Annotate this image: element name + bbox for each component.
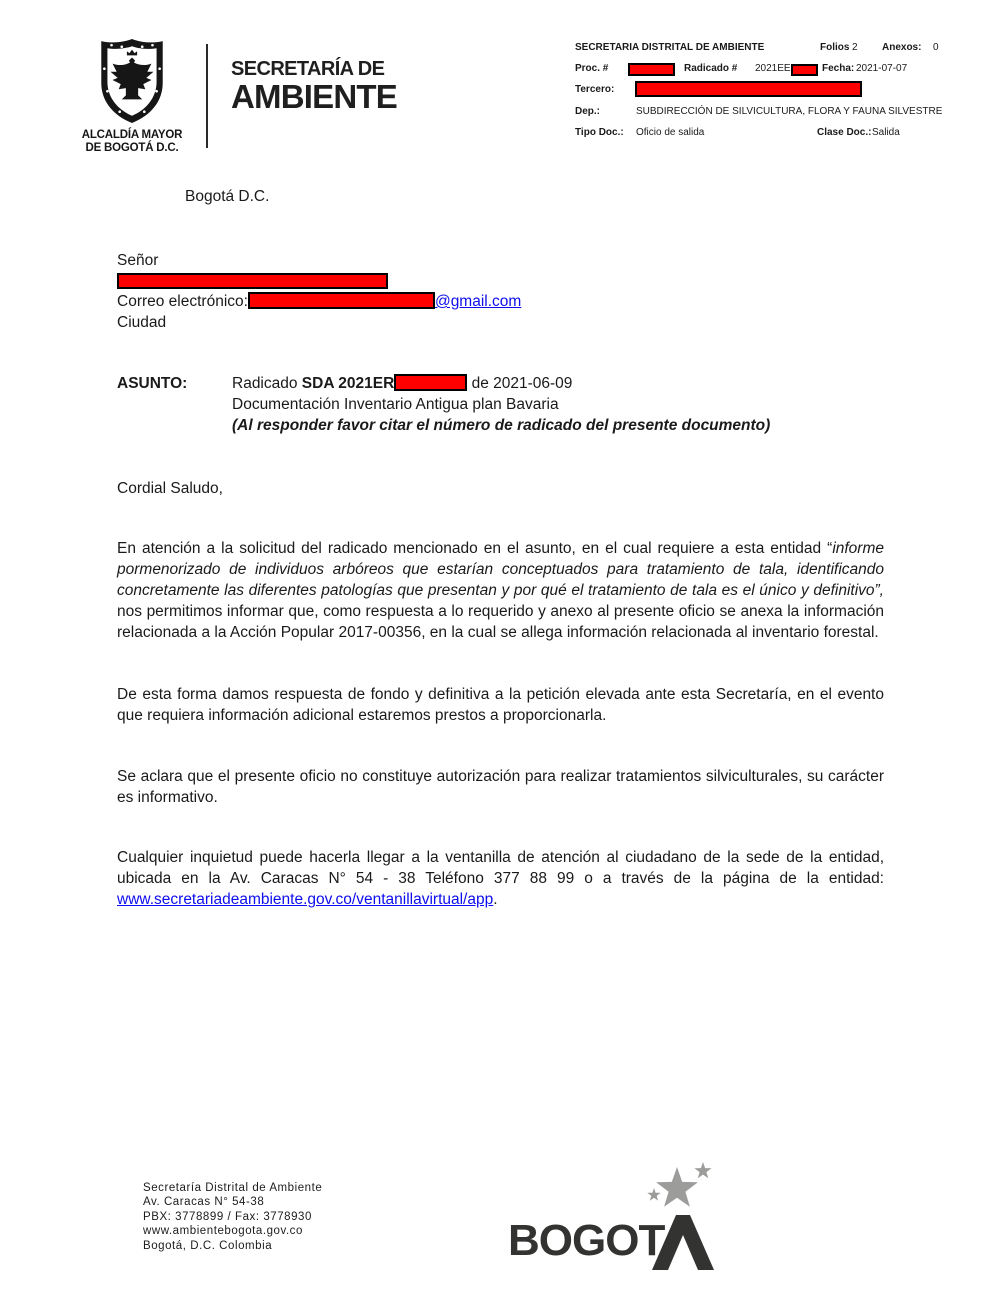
city-coat-of-arms	[72, 38, 192, 154]
subject-note: (Al responder favor citar el número de radicado del presente documento)	[232, 417, 771, 434]
redaction-box-recipient-name	[117, 273, 388, 289]
anexos-value: 0	[933, 42, 939, 53]
bogota-logo-icon	[508, 1158, 718, 1270]
fecha-value: 2021-07-07	[856, 63, 908, 74]
subject-label: ASUNTO:	[117, 375, 188, 392]
subject-line2: Documentación Inventario Antigua plan Bavaria	[232, 396, 559, 413]
paragraph-1-tail: nos permitimos informar que, como respuesta a lo requerido y anexo al presente oficio se anexa la información relacionada a la Acción Popular 2017-00356, en la cual se allega información relacionada al inventario forestal.	[117, 603, 884, 641]
dep-value: SUBDIRECCIÓN DE SILVICULTURA, FLORA Y FAUNA SILVESTRE	[636, 106, 943, 117]
footer-address: Av. Caracas N° 54-38	[143, 1196, 265, 1209]
subject-radicado-date: de 2021-06-09	[467, 375, 573, 392]
redaction-box-email-local	[248, 292, 435, 309]
subject-block	[117, 373, 884, 436]
paragraph-4-tail: .	[493, 891, 498, 908]
org-name-line2: DE BOGOTÁ D.C.	[85, 141, 179, 154]
ventanilla-virtual-link[interactable]: www.secretariadeambiente.gov.co/ventanillavirtual/app	[117, 891, 494, 908]
email-domain-link[interactable]: @gmail.com	[434, 293, 522, 310]
footer-city: Bogotá, D.C. Colombia	[143, 1239, 273, 1252]
tipo-doc-label: Tipo Doc.:	[575, 127, 624, 138]
paragraph-4	[117, 847, 884, 910]
entity-wordmark	[231, 58, 397, 113]
entity-name-line2: AMBIENTE	[231, 78, 397, 115]
paragraph-2: De esta forma damos respuesta de fondo y definitiva a la petición elevada ante esta Secretaría, en el evento que requiera información adicional estaremos prestos a proporcionarla.	[117, 686, 884, 724]
footer-phone: PBX: 3778899 / Fax: 3778930	[143, 1210, 312, 1223]
redaction-box-tercero	[635, 81, 862, 97]
paragraph-1-quote: informe pormenorizado de individuos arbóreos que estarían conceptuados para tratamiento de tala, identificando concretamente las diferentes patologías que presentan y por qué el tratamiento de tala es el único y definitivo”,	[117, 540, 884, 599]
stamp-title: SECRETARIA DISTRITAL DE AMBIENTE	[575, 42, 765, 53]
clase-doc-value: Salida	[872, 127, 900, 138]
redaction-box-subject	[394, 374, 467, 391]
star-icon	[694, 1162, 711, 1178]
shield-eagle-icon	[99, 38, 165, 124]
anexos-label: Anexos:	[882, 42, 922, 53]
email-label: Correo electrónico:	[117, 293, 248, 310]
org-name-line1: ALCALDÍA MAYOR	[81, 129, 183, 141]
tipo-doc-value: Oficio de salida	[636, 127, 705, 138]
city-date-line: Bogotá D.C.	[185, 188, 270, 205]
clase-doc-label: Clase Doc.:	[817, 127, 872, 138]
footer-website: www.ambientebogota.gov.co	[143, 1225, 303, 1238]
subject-line1	[232, 373, 884, 394]
paragraph-3: Se aclara que el presente oficio no constituye autorización para realizar tratamientos silviculturales, su carácter es informativo.	[117, 768, 884, 806]
paragraph-4-lead: Cualquier inquietud puede hacerla llegar a la ventanilla de atención al ciudadano de la sede de la entidad, ubicada en la Av. Caracas N° 54 - 38 Teléfono 377 88 99 o a través de la página de la entidad:	[117, 849, 884, 887]
folios-value: 2	[852, 42, 858, 53]
bogota-wordmark: BOGOT	[508, 1216, 665, 1265]
radicado-label: Radicado #	[684, 63, 738, 74]
header-divider	[206, 44, 208, 148]
redaction-box-proc	[628, 63, 675, 76]
greeting: Cordial Saludo,	[117, 480, 223, 497]
footer-contact-block	[143, 1181, 322, 1253]
star-icon	[647, 1188, 660, 1201]
subject-radicado-number: SDA 2021ER	[301, 375, 395, 392]
paragraph-1-lead: En atención a la solicitud del radicado mencionado en el asunto, en el cual requiere a esta entidad “	[117, 540, 833, 557]
radicado-value: 2021EE	[755, 63, 791, 74]
footer-entity-name: Secretaría Distrital de Ambiente	[143, 1182, 323, 1194]
proc-label: Proc. #	[575, 63, 609, 74]
subject-radicado-prefix: Radicado	[232, 375, 302, 392]
star-icon	[656, 1167, 698, 1207]
letter-body	[117, 186, 884, 910]
recipient-block	[117, 250, 884, 333]
paragraph-1	[117, 538, 884, 643]
tercero-label: Tercero:	[575, 84, 615, 95]
dep-label: Dep.:	[575, 106, 600, 117]
filing-stamp	[575, 42, 955, 144]
redaction-box-radicado	[791, 64, 818, 76]
entity-name-line1: SECRETARÍA DE	[231, 58, 385, 80]
email-line	[117, 291, 884, 312]
folios-label: Folios	[820, 42, 850, 53]
salutation: Señor	[117, 252, 159, 269]
fecha-label: Fecha:	[822, 63, 855, 74]
bogota-logo	[508, 1158, 718, 1275]
recipient-city: Ciudad	[117, 314, 167, 331]
